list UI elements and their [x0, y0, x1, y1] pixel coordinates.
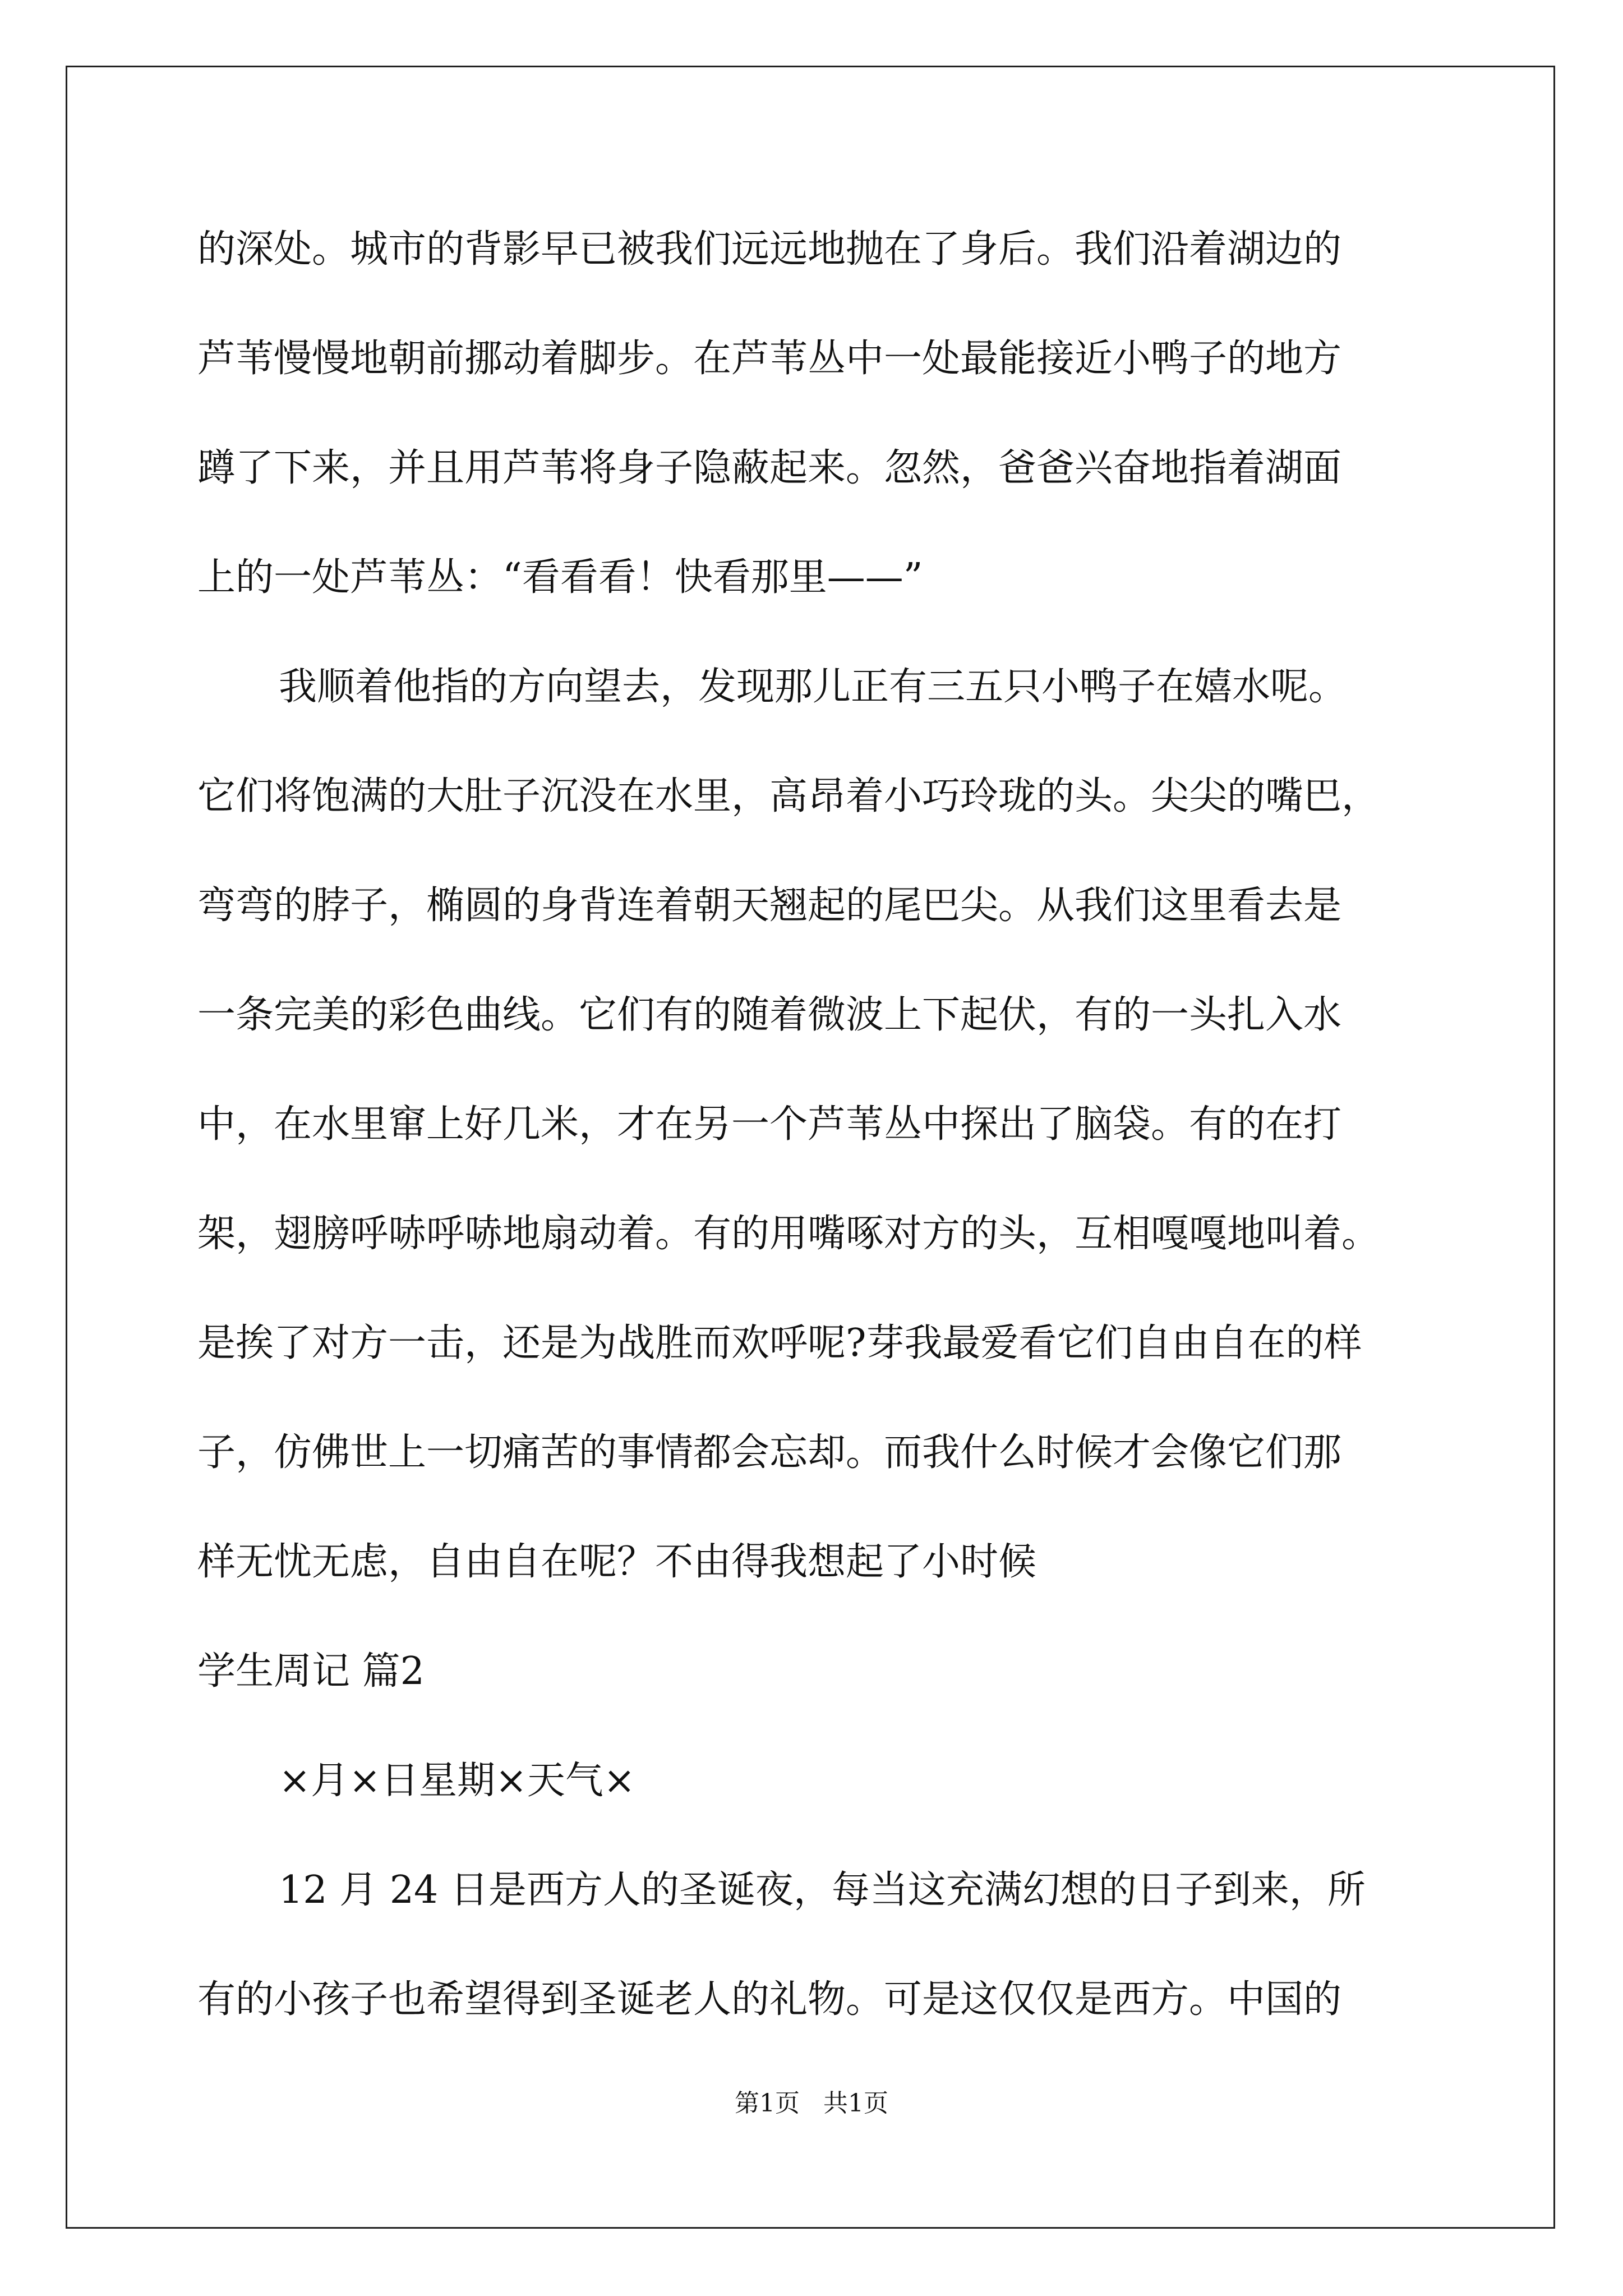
text-line: 芦苇慢慢地朝前挪动着脚步。在芦苇丛中一处最能接近小鸭子的地方	[197, 337, 1342, 381]
text-line: 是挨了对方一击，还是为战胜而欢呼呢?芽我最爱看它们自由自在的样	[197, 1321, 1362, 1365]
page-number-footer: 第1页 共1页	[735, 2089, 888, 2118]
text-line: 样无忧无虑，自由自在呢？不由得我想起了小时候	[197, 1540, 1037, 1584]
section-heading: 学生周记 篇2	[197, 1649, 425, 1694]
date-line: ×月×日星期×天气×	[279, 1759, 635, 1803]
text-line: 子，仿佛世上一切痛苦的事情都会忘却。而我什么时候才会像它们那	[197, 1430, 1342, 1475]
text-line: 一条完美的彩色曲线。它们有的随着微波上下起伏，有的一头扎入水	[197, 993, 1342, 1037]
text-line: 有的小孩子也希望得到圣诞老人的礼物。可是这仅仅是西方。中国的	[197, 1977, 1342, 2022]
text-line: 它们将饱满的大肚子沉没在水里，高昂着小巧玲珑的头。尖尖的嘴巴，	[197, 774, 1380, 818]
text-line: 蹲了下来，并且用芦苇将身子隐蔽起来。忽然，爸爸兴奋地指着湖面	[197, 446, 1342, 490]
text-line: 中，在水里窜上好几米，才在另一个芦苇丛中探出了脑袋。有的在打	[197, 1102, 1342, 1147]
paragraph-first-line: 12 月 24 日是西方人的圣诞夜，每当这充满幻想的日子到来，所	[279, 1868, 1366, 1912]
text-line: 弯弯的脖子，椭圆的身背连着朝天翘起的尾巴尖。从我们这里看去是	[197, 884, 1342, 928]
text-line: 架，翅膀呼哧呼哧地扇动着。有的用嘴啄对方的头，互相嘎嘎地叫着。	[197, 1212, 1380, 1256]
text-line: 的深处。城市的背影早已被我们远远地抛在了身后。我们沿着湖边的	[197, 227, 1342, 272]
paragraph-first-line: 我顺着他指的方向望去，发现那儿正有三五只小鸭子在嬉水呢。	[279, 665, 1347, 709]
text-line: 上的一处芦苇丛：“看看看！快看那里——”	[197, 555, 923, 600]
